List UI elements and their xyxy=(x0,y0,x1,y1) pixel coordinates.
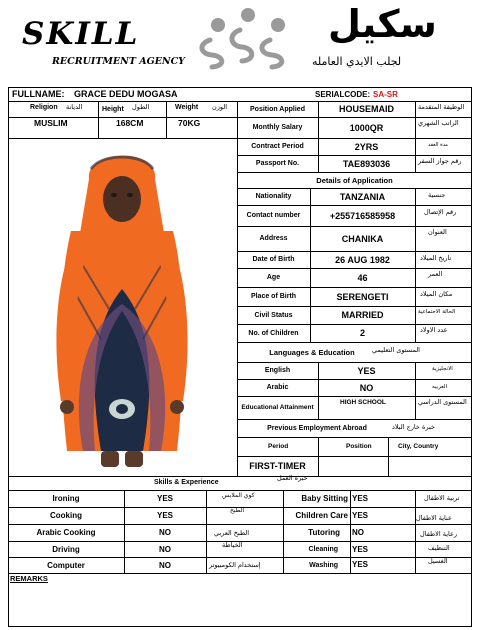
logo-icon xyxy=(196,4,300,70)
skill-cleaning-ar: التنظيف xyxy=(428,544,450,552)
religion-value: MUSLIM xyxy=(34,118,68,128)
skill-cleaning-label: Cleaning xyxy=(308,545,338,553)
skill-cooking-value: YES xyxy=(156,511,173,520)
remarks-label: REMARKS xyxy=(10,574,48,583)
skills-section-title-ar: خبرة العمل xyxy=(277,474,308,482)
salary-label: Monthly Salary xyxy=(252,124,303,131)
religion-label: Religion xyxy=(30,104,58,111)
english-value: YES xyxy=(357,365,376,376)
serial-value: SA-SR xyxy=(373,90,398,99)
serial-label: SERIALCODE: xyxy=(315,90,371,99)
employment-section-title-ar: خبرة خارج البلاد xyxy=(392,423,435,431)
skill-children-care-value: YES xyxy=(352,511,369,520)
skill-driving-label: Driving xyxy=(52,544,80,554)
skill-baby-sitting-ar: تربية الاطفال xyxy=(424,494,460,502)
contract-value: 2YRS xyxy=(354,141,379,152)
education-label: Educational Attainment xyxy=(241,404,314,411)
contact-label-ar: رقم الإتصال xyxy=(424,208,457,216)
english-label-ar: الانجليزية xyxy=(432,366,453,372)
weight-label-ar: الوزن xyxy=(212,103,228,111)
age-value: 46 xyxy=(357,272,368,283)
contact-label: Contact number xyxy=(246,212,301,219)
nationality-label: Nationality xyxy=(255,193,292,200)
age-label: Age xyxy=(266,274,281,281)
contract-label-ar: مدة العقد xyxy=(428,142,448,148)
application-section-title: Details of Application xyxy=(316,175,393,185)
education-label-ar: المستوى الدراسي xyxy=(418,398,467,406)
dob-value: 26 AUG 1982 xyxy=(335,254,390,265)
skill-driving-value: NO xyxy=(159,544,171,554)
skill-arabic-cooking-label: Arabic Cooking xyxy=(36,528,96,537)
civil-status-label-ar: الحالة الاجتماعية xyxy=(418,309,456,315)
skill-cooking-label: Cooking xyxy=(50,511,82,520)
arabic-label: Arabic xyxy=(266,384,289,391)
brand-title-ar: سكيل xyxy=(328,2,437,46)
employment-position-label: Position xyxy=(346,443,372,450)
age-label-ar: العمر xyxy=(428,270,443,278)
fullname-value: GRACE DEDU MOGASA xyxy=(74,89,178,99)
employment-section-title: Previous Employment Abroad xyxy=(267,424,367,432)
weight-value: 70KG xyxy=(178,118,201,128)
skill-tutoring-value: NO xyxy=(352,528,364,537)
passport-value: TAE893036 xyxy=(342,158,391,169)
brand-subtitle-ar: لجلب الايدي العامله xyxy=(312,55,402,68)
children-label: No. of Children xyxy=(248,329,299,337)
skill-ironing-ar: كوي الملابس xyxy=(222,492,255,499)
skill-computer-label: Computer xyxy=(47,560,85,570)
skill-computer-value: NO xyxy=(159,560,171,570)
arabic-label-ar: العربيه xyxy=(432,384,448,390)
skill-cooking-ar: الطبخ xyxy=(230,507,245,514)
employment-period-label: Period xyxy=(268,443,289,450)
skill-tutoring-label: Tutoring xyxy=(308,528,340,537)
skill-baby-sitting-label: Baby Sitting xyxy=(301,494,348,503)
religion-label-ar: الديانة xyxy=(66,103,83,111)
arabic-value: NO xyxy=(359,382,374,393)
english-label: English xyxy=(264,367,291,374)
employment-value: FIRST-TIMER xyxy=(249,461,306,471)
children-label-ar: عدد الاولاد xyxy=(420,326,448,334)
languages-section-title-ar: المستوى التعليمي xyxy=(372,346,420,354)
skill-cleaning-value: YES xyxy=(352,545,369,554)
weight-label: Weight xyxy=(175,104,199,111)
address-label-ar: العنوان xyxy=(428,228,447,236)
education-value: HIGH SCHOOL xyxy=(340,399,386,406)
brand-subtitle-en: RECRUITMENT AGENCY xyxy=(52,56,185,67)
skill-tutoring-ar: رعاية الاطفال xyxy=(420,530,458,538)
dob-label-ar: تاريخ الميلاد xyxy=(420,254,452,262)
civil-status-value: MARRIED xyxy=(341,310,384,320)
position-value: HOUSEMAID xyxy=(338,104,394,114)
position-label-ar: الوظيفة المتقدمة xyxy=(418,103,465,111)
skill-ironing-value: YES xyxy=(156,494,173,503)
skill-arabic-cooking-ar: الطبخ العربي xyxy=(214,529,250,537)
brand-title-en: SKILL xyxy=(22,16,140,52)
salary-label-ar: الراتب الشهري xyxy=(418,119,459,127)
contract-label: Contract Period xyxy=(251,143,304,150)
languages-section-title: Languages & Education xyxy=(269,347,355,357)
skill-children-care-label: Children Care xyxy=(295,511,348,520)
pob-label-ar: مكان الميلاد xyxy=(420,290,453,298)
fullname-label: FULLNAME: xyxy=(12,89,65,99)
nationality-value: TANZANIA xyxy=(339,191,386,202)
contact-value: +255716585958 xyxy=(329,210,396,221)
skill-washing-ar: الغسيل xyxy=(428,557,448,565)
children-value: 2 xyxy=(359,328,365,338)
position-label: Position Applied xyxy=(250,105,305,113)
pob-label: Place of Birth xyxy=(250,293,297,300)
skill-washing-label: Washing xyxy=(309,561,338,569)
civil-status-label: Civil Status xyxy=(254,311,293,319)
pob-value: SERENGETI xyxy=(336,291,389,302)
skill-arabic-cooking-value: NO xyxy=(159,528,171,537)
salary-value: 1000QR xyxy=(349,122,384,133)
skill-children-care-ar: عناية الاطفال xyxy=(416,514,452,522)
passport-label-ar: رقم جواز السفر xyxy=(418,157,462,165)
nationality-label-ar: جنسية xyxy=(428,191,446,199)
dob-label: Date of Birth xyxy=(252,256,295,263)
skill-baby-sitting-value: YES xyxy=(352,494,369,503)
skill-computer-ar: إستخدام الكومبيوتر xyxy=(209,561,261,569)
passport-label: Passport No. xyxy=(255,160,300,167)
skill-ironing-label: Ironing xyxy=(52,494,80,503)
skill-washing-value: YES xyxy=(352,560,369,569)
address-value: CHANIKA xyxy=(341,233,384,244)
height-label: Height xyxy=(102,106,124,113)
header xyxy=(0,0,477,80)
height-value: 168CM xyxy=(116,118,144,128)
address-label: Address xyxy=(259,235,288,242)
candidate-photo xyxy=(9,139,236,475)
employment-city-label: City, Country xyxy=(398,443,439,450)
height-label-ar: الطول xyxy=(132,103,150,111)
skills-section-title: Skills & Experience xyxy=(154,479,219,486)
skill-driving-ar: الخياطة xyxy=(222,541,243,549)
